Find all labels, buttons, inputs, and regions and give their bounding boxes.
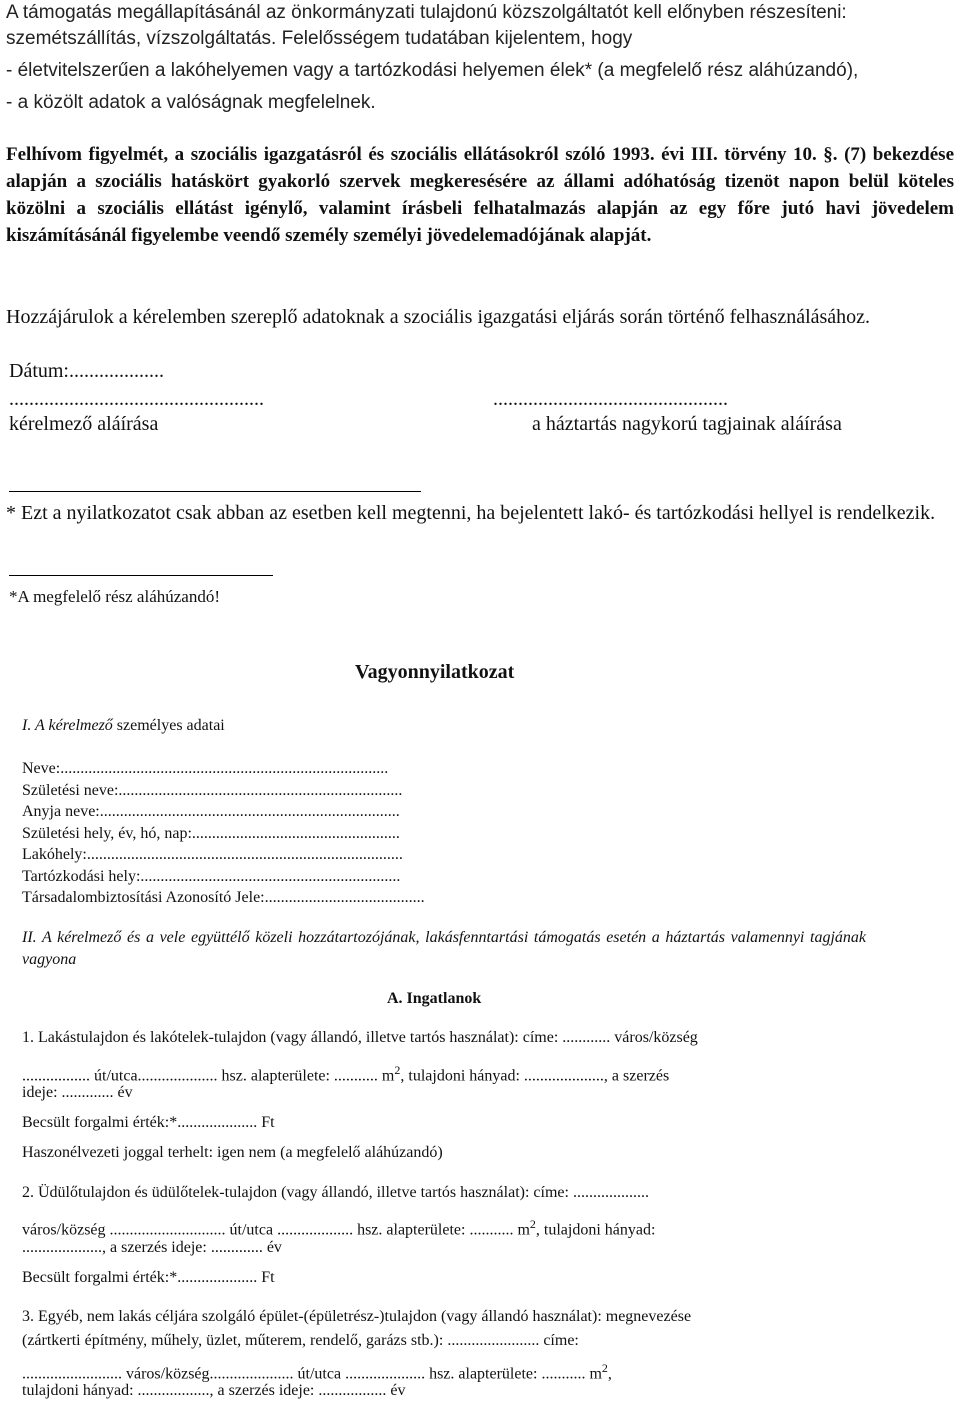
footnote-divider-1 [9, 491, 421, 492]
footnote-divider-2 [9, 575, 273, 576]
section-1-heading [22, 715, 225, 737]
intro-line-3: - életvitelszerűen a lakóhelyemen vagy a tartózkodási helyemen élek* (a megfelelő rész aláhúzandó), [6, 60, 859, 81]
item-2-line-3: ...................., a szerzés ideje: ............. év [22, 1239, 282, 1256]
item-1-line-3: ideje: ............. év [22, 1084, 133, 1101]
item-1-line-2b: , tulajdoni hányad: ...................., a szerzés [400, 1067, 670, 1085]
intro-line-2: szemétszállítás, vízszolgáltatás. Felelősségem tudatában kijelentem, hogy [6, 28, 633, 49]
field-residence: Lakóhely:............................................................................... [22, 846, 403, 863]
applicant-signature-line: ................................................... [9, 388, 264, 410]
item-3-line-3b: , [607, 1365, 612, 1383]
item-1-line-2a: ................. út/utca.................... hsz. alapterülete: ........... m [22, 1067, 395, 1085]
field-social-security-number: Társadalombiztosítási Azonosító Jele:........................................ [22, 889, 425, 906]
item-3-sup: 2 [601, 1361, 608, 1375]
footnote-2: *A megfelelő rész aláhúzandó! [9, 587, 220, 606]
section-a-title: A. Ingatlanok [387, 990, 482, 1007]
item-1-line-1: 1. Lakástulajdon és lakótelek-tulajdon (vagy állandó, illetve tartós használat): címe: ............ város/község [22, 1029, 698, 1046]
item-3-line-1: 3. Egyéb, nem lakás céljára szolgáló épület-(épületrész-)tulajdon (vagy állandó használat): megnevezése [22, 1308, 692, 1325]
item-3-line-4: tulajdoni hányad: .................., a szerzés ideje: ................. év [22, 1382, 406, 1399]
field-birth-name: Születési neve:....................................................................... [22, 781, 403, 799]
intro-line-4: - a közölt adatok a valóságnak megfelelnek. [6, 92, 376, 113]
field-birth-place-date: Születési hely, év, hó, nap:.................................................... [22, 824, 400, 842]
section-1-heading-italic: I. A kérelmező [22, 717, 113, 734]
item-1-sup: 2 [394, 1063, 401, 1077]
intro-line-1: A támogatás megállapításánál az önkormányzati tulajdonú közszolgáltatót kell előnyben részesíteni: [6, 2, 847, 23]
applicant-signature-label: kérelmező aláírása [9, 413, 159, 435]
item-2-sup: 2 [529, 1217, 536, 1231]
date-field: Dátum:................... [9, 360, 164, 382]
field-mother-name: Anyja neve:........................................................................... [22, 803, 400, 820]
item-2-line-2b: , tulajdoni hányad: [535, 1221, 656, 1239]
legal-notice: Felhívom figyelmét, a szociális igazgatásról és szociális ellátásokról szóló 1993. évi III. törvény 10. §. (7) bekezdése alapján a szociális hatáskört gyakorló szervek megkeresésére az állami adóhatóság tizenöt napon belül köteles közölni a szociális ellátást igénylő, valamint írásbeli felhatalmazás alapján az egy főre jutó havi jövedelem kiszámításánál figyelembe veendő személy személyi jövedelemadójának alapját. [6, 144, 954, 246]
item-2-line-2a: város/község ............................. út/utca ................... hsz. alapterülete: ........... m [22, 1221, 530, 1239]
household-signature-label: a háztartás nagykorú tagjainak aláírása [532, 413, 842, 435]
item-2-value: Becsült forgalmi érték:*.................... Ft [22, 1269, 275, 1286]
household-signature-line: ............................................... [493, 388, 728, 410]
section-1-heading-rest: személyes adatai [112, 717, 225, 734]
field-temporary-residence: Tartózkodási hely:................................................................. [22, 867, 401, 885]
field-name: Neve:.................................................................................. [22, 760, 389, 777]
item-3-line-2: (zártkerti építmény, műhely, üzlet, műterem, rendelő, garázs stb.): ....................... címe: [22, 1332, 579, 1349]
footnote-1: * Ezt a nyilatkozatot csak abban az esetben kell megtenni, ha bejelentett lakó- és tartózkodási hellyel is rendelkezik. [6, 502, 936, 524]
item-1-value: Becsült forgalmi érték:*.................... Ft [22, 1114, 275, 1131]
consent-text: Hozzájárulok a kérelemben szereplő adatoknak a szociális igazgatási eljárás során történő felhasználásához. [6, 306, 871, 328]
personal-data-list [22, 758, 425, 909]
item-1-usufruct: Haszonélvezeti joggal terhelt: igen nem (a megfelelő aláhúzandó) [22, 1144, 443, 1161]
page-title: Vagyonnyilatkozat [355, 661, 515, 683]
section-2-heading: II. A kérelmező és a vele együttélő közeli hozzátartozójának, lakásfenntartási támogatás esetén a háztartás valamennyi tagjának vagyona [22, 929, 866, 968]
item-3-line-3a: ......................... város/község..................... út/utca .................... hsz. alapterülete: ........... m [22, 1365, 602, 1383]
item-2-line-1: 2. Üdülőtulajdon és üdülőtelek-tulajdon (vagy állandó, illetve tartós használat): címe: ................... [22, 1184, 649, 1201]
